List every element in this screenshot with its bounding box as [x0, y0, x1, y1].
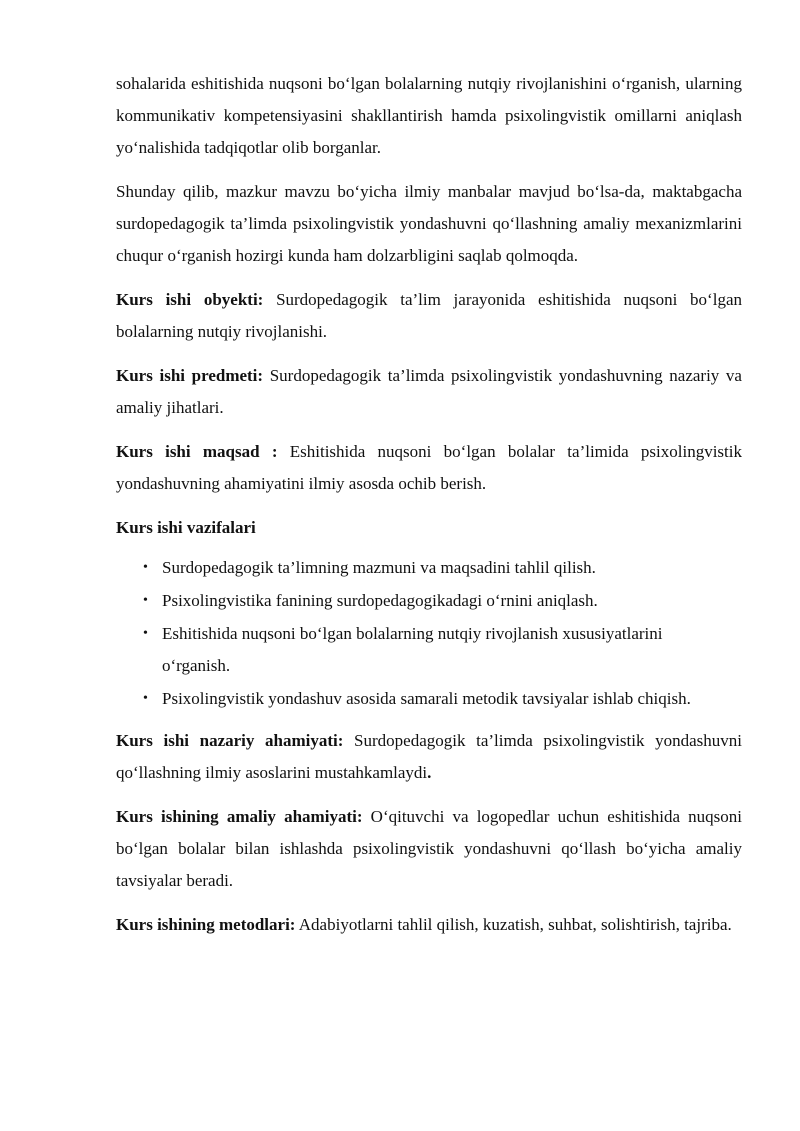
object-text: Surdopedagogik ta’lim jarayonida eshitishida nuqsoni bo‘lgan bolalarning nutqiy rivojlanishi. [116, 290, 742, 341]
bullet-icon: • [143, 626, 148, 641]
tasks-heading-label: Kurs ishi vazifalari [116, 518, 256, 537]
bullet-icon: • [143, 593, 148, 608]
theory-label: Kurs ishi nazariy ahamiyati: [116, 731, 344, 750]
subject-paragraph [116, 360, 742, 424]
task-text: Psixolingvistika fanining surdopedagogikadagi o‘rnini aniqlash. [162, 591, 598, 610]
practice-text: O‘qituvchi va logopedlar uchun eshitishida nuqsoni bo‘lgan bolalar bilan ishlashda psixolingvistik yondashuvni qo‘llash bo‘yicha amaliy tavsiyalar beradi. [116, 807, 743, 890]
goal-paragraph [116, 436, 742, 500]
task-text: Surdopedagogik ta’limning mazmuni va maqsadini tahlil qilish. [162, 558, 596, 577]
methods-paragraph [116, 909, 742, 941]
practice-label: Kurs ishining amaliy ahamiyati: [116, 807, 363, 826]
goal-label: Kurs ishi maqsad : [116, 442, 278, 461]
list-item [116, 585, 742, 617]
theory-end: . [427, 763, 432, 782]
intro-paragraph: sohalarida eshitishida nuqsoni bo‘lgan bolalarning nutqiy rivojlanishini o‘rganish, ularning kommunikativ kompetensiyasini shakllantirish hamda psixolingvistik omillarni aniqlash yo‘nalishida tadqiqotlar olib borganlar. [116, 74, 742, 157]
task-text: Psixolingvistik yondashuv asosida samarali metodik tavsiyalar ishlab chiqish. [162, 689, 691, 708]
task-text: Eshitishida nuqsoni bo‘lgan bolalarning nutqiy rivojlanish xususiyatlarini o‘rganish. [162, 624, 663, 675]
methods-text: Adabiyotlarni tahlil qilish, kuzatish, suhbat, solishtirish, tajriba. [295, 915, 732, 934]
tasks-list [116, 552, 742, 715]
theory-text: Surdopedagogik ta’limda psixolingvistik yondashuvni qo‘llashning ilmiy asoslarini mustahkamlaydi [116, 731, 742, 782]
goal-text: Eshitishida nuqsoni bo‘lgan bolalar ta’limida psixolingvistik yondashuvning ahamiyatini ilmiy asosda ochib berish. [116, 442, 742, 493]
list-item [116, 618, 742, 682]
subject-label: Kurs ishi predmeti: [116, 366, 264, 385]
bullet-icon: • [143, 560, 148, 575]
theory-paragraph [116, 725, 742, 789]
subject-text: Surdopedagogik ta’limda psixolingvistik yondashuvning nazariy va amaliy jihatlari. [116, 366, 742, 417]
methods-label: Kurs ishining metodlari: [116, 915, 296, 934]
bullet-icon: • [143, 691, 148, 706]
list-item [116, 552, 742, 584]
practice-paragraph [116, 801, 742, 897]
list-item [116, 683, 742, 715]
tasks-heading [116, 512, 742, 544]
summary-paragraph: Shunday qilib, mazkur mavzu bo‘yicha ilmiy manbalar mavjud bo‘lsa-da, maktabgacha surdopedagogik ta’limda psixolingvistik yondashuvni qo‘llashning amaliy mexanizmlarini chuqur o‘rganish hozirgi kunda ham dolzarbligini saqlab qolmoqda. [116, 182, 742, 265]
object-paragraph [116, 284, 742, 348]
object-label: Kurs ishi obyekti: [116, 290, 264, 309]
